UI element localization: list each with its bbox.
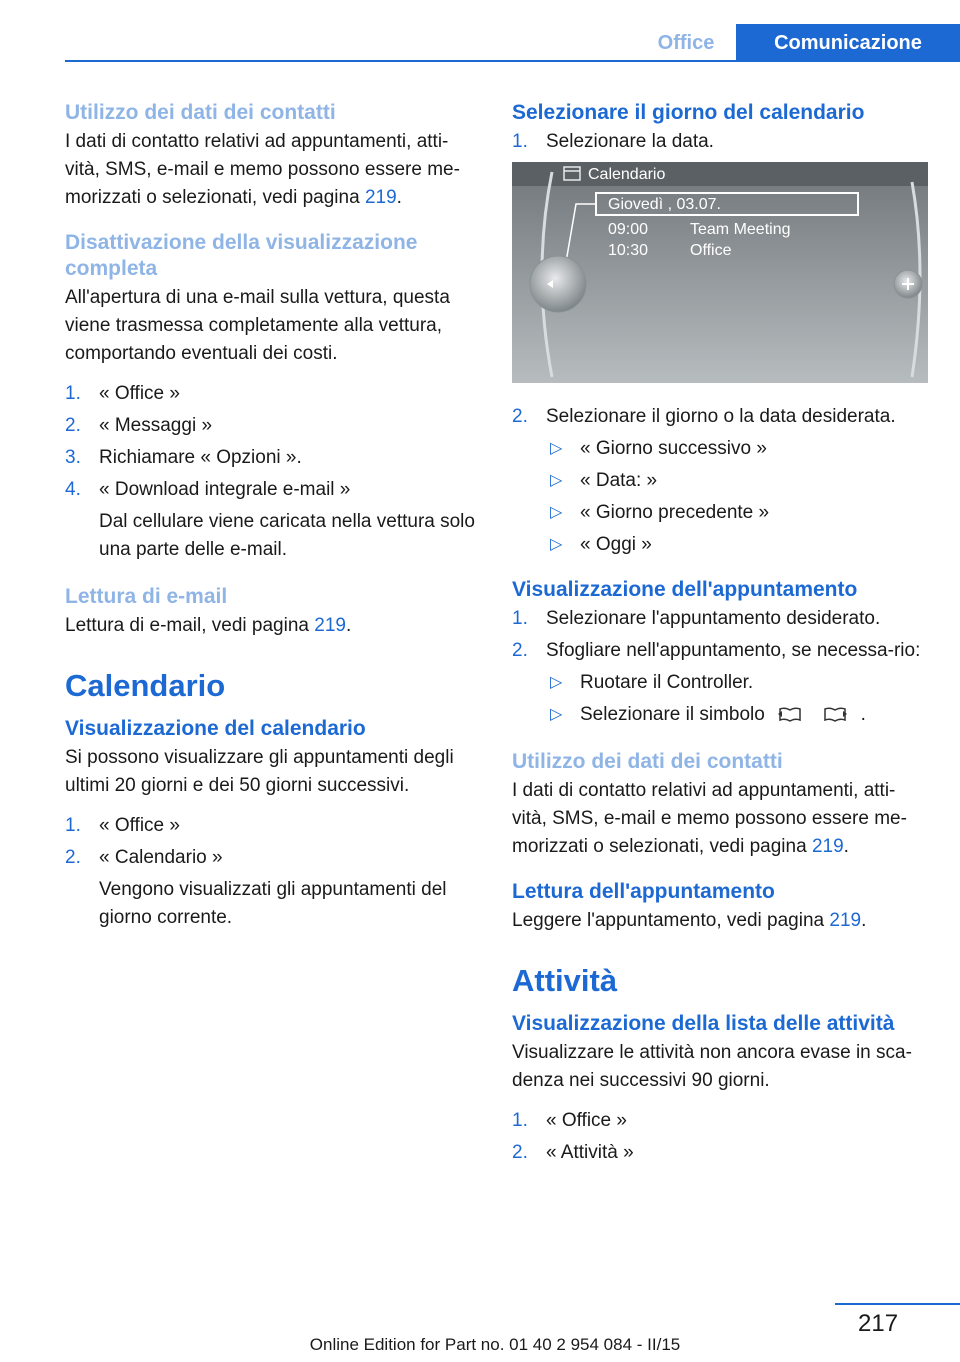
section-title: Visualizzazione della lista delle attività [512, 1012, 895, 1035]
appointment-time: 10:30 [608, 242, 649, 259]
page-link[interactable]: 219 [829, 910, 862, 931]
list-item [512, 1107, 928, 1135]
appointment-time: 09:00 [608, 221, 649, 238]
list-number: 1. [65, 383, 81, 404]
paragraph: Lettura di e-mail, vedi pagina 219. [65, 615, 352, 636]
footer-rule [835, 1303, 960, 1305]
page-number: 217 [858, 1310, 899, 1337]
list-text: « Messaggi » [99, 415, 213, 436]
list-item [65, 412, 475, 440]
appointment-label[interactable]: Team Meeting [690, 221, 791, 238]
triangle-bullet-icon: ▷ [550, 440, 563, 457]
chapter-title: Calendario [65, 668, 226, 703]
list-text: « Attività » [546, 1142, 634, 1163]
sub-list-text: « Giorno successivo » [580, 438, 767, 459]
list-text: Richiamare « Opzioni ». [99, 447, 302, 468]
page-link[interactable]: 219 [811, 836, 844, 857]
list-number: 4. [65, 479, 81, 500]
list-number: 1. [512, 1110, 528, 1131]
ordered-list [512, 1107, 928, 1167]
page-back-icon[interactable] [776, 704, 804, 724]
list-text: « Calendario » [99, 847, 223, 868]
list-text: « Office » [99, 383, 180, 404]
list-text: Selezionare l'appuntamento desiderato. [546, 608, 881, 629]
list-number: 1. [512, 131, 528, 152]
paragraph: I dati di contatto relativi ad appuntamenti, atti-vità, SMS, e-mail e memo possono essere me-morizzati o selezionati, vedi pagina 219. [65, 131, 460, 208]
sub-list-text: « Data: » [580, 470, 658, 491]
page-forward-icon[interactable] [821, 704, 849, 724]
sub-list-item [546, 669, 928, 697]
paragraph: Visualizzare le attività non ancora evase in sca-denza nei successivi 90 giorni. [512, 1042, 912, 1091]
sub-list-text: « Oggi » [580, 534, 652, 555]
paragraph: I dati di contatto relativi ad appuntamenti, atti-vità, SMS, e-mail e memo possono essere me-morizzati o selezionati, vedi pagina 219. [512, 780, 907, 857]
paragraph: Leggere l'appuntamento, vedi pagina 219. [512, 910, 867, 931]
sub-list-item [546, 499, 928, 527]
page-link[interactable]: 219 [314, 615, 346, 636]
list-item [512, 1139, 928, 1167]
right-column [512, 100, 928, 1179]
sub-list-text: Selezionare il simbolo [580, 704, 765, 725]
list-item [65, 380, 475, 408]
list-item [65, 476, 475, 564]
screen-title: Calendario [588, 166, 666, 183]
list-item [65, 844, 475, 932]
sub-list-item [546, 531, 928, 559]
section-title: Lettura dell'appuntamento [512, 880, 775, 903]
chapter-title: Attività [512, 963, 618, 998]
paragraph: Si possono visualizzare gli appuntamenti degli ultimi 20 giorni e dei 50 giorni successivi. [65, 747, 454, 796]
section-title: Utilizzo dei dati dei contatti [512, 750, 783, 773]
tab-comunicazione[interactable]: Comunicazione [736, 24, 960, 62]
list-number: 2. [512, 406, 528, 427]
list-text: « Download integrale e-mail » [99, 479, 351, 500]
plus-icon[interactable] [894, 270, 922, 298]
idrive-screen [512, 162, 928, 383]
list-number: 2. [65, 415, 81, 436]
list-item [512, 403, 928, 559]
sub-list [546, 669, 928, 729]
list-continuation: Dal cellulare viene caricata nella vettura solo una parte delle e-mail. [99, 511, 475, 560]
sub-list-text: Ruotare il Controller. [580, 672, 754, 693]
triangle-bullet-icon: ▷ [550, 472, 563, 489]
triangle-bullet-icon: ▷ [550, 536, 563, 553]
paragraph-text: I dati di contatto relativi ad appuntamenti, atti-vità, SMS, e-mail e memo possono essere me-morizzati o selezionati, vedi pagina [65, 131, 460, 208]
list-number: 1. [65, 815, 81, 836]
section-title: Disattivazione della visualizzazione completa [65, 231, 418, 280]
ordered-list [65, 812, 475, 932]
list-continuation: Vengono visualizzati gli appuntamenti del giorno corrente. [99, 879, 447, 928]
list-item [65, 444, 475, 472]
paragraph-text: I dati di contatto relativi ad appuntamenti, atti-vità, SMS, e-mail e memo possono essere me-morizzati o selezionati, vedi pagina [512, 780, 907, 857]
list-item [512, 605, 928, 633]
selected-date: Giovedì , 03.07. [608, 196, 721, 213]
list-text: Selezionare il giorno o la data desiderata. [546, 406, 896, 427]
sub-list-item [546, 701, 928, 729]
tab-office[interactable]: Office [657, 32, 715, 54]
ordered-list [65, 380, 475, 564]
left-column [65, 100, 475, 944]
list-number: 2. [65, 847, 81, 868]
list-text: Selezionare la data. [546, 131, 714, 152]
sub-list-item [546, 467, 928, 495]
sub-list-text-end: . [860, 704, 866, 725]
triangle-bullet-icon: ▷ [550, 504, 563, 521]
triangle-bullet-icon: ▷ [550, 706, 563, 723]
section-title: Selezionare il giorno del calendario [512, 101, 865, 124]
paragraph-text: Lettura di e-mail, vedi pagina [65, 615, 309, 636]
idrive-screenshot [512, 162, 928, 383]
section-title: Utilizzo dei dati dei contatti [65, 101, 336, 124]
list-number: 1. [512, 608, 528, 629]
paragraph-text: Leggere l'appuntamento, vedi pagina [512, 910, 825, 931]
sub-list [546, 435, 928, 559]
list-item [512, 637, 928, 729]
list-text: Sfogliare nell'appuntamento, se necessa-rio: [546, 640, 921, 661]
list-item [512, 128, 928, 156]
appointment-label[interactable]: Office [690, 242, 732, 259]
list-number: 2. [512, 640, 528, 661]
list-text: « Office » [99, 815, 180, 836]
section-title: Lettura di e-mail [65, 585, 228, 608]
list-number: 3. [65, 447, 81, 468]
page-link[interactable]: 219 [364, 187, 397, 208]
list-item [65, 812, 475, 840]
section-title: Visualizzazione del calendario [65, 717, 366, 740]
controller-knob-icon[interactable] [530, 256, 586, 312]
sub-list-text: « Giorno precedente » [580, 502, 770, 523]
paragraph: All'apertura di una e-mail sulla vettura, questa viene trasmessa completamente alla vettura, comportando eventuali dei costi. [65, 287, 450, 364]
edition-note: Online Edition for Part no. 01 40 2 954 084 - II/15 [309, 1335, 681, 1354]
list-text: « Office » [546, 1110, 627, 1131]
triangle-bullet-icon: ▷ [550, 674, 563, 691]
list-number: 2. [512, 1142, 528, 1163]
section-title: Visualizzazione dell'appuntamento [512, 578, 858, 601]
sub-list-item [546, 435, 928, 463]
